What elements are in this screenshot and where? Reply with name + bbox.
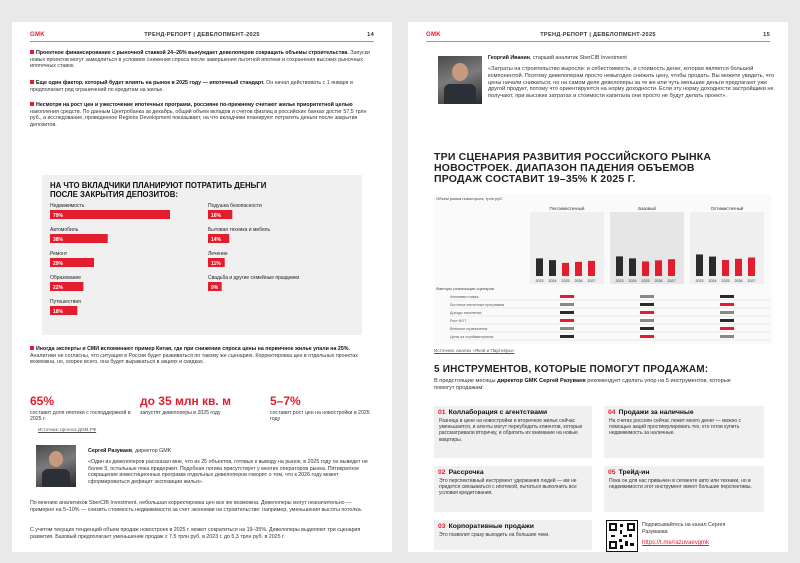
year-label: 2026: [654, 279, 663, 283]
paragraph-3: Несмотря на рост цен и ужесточение ипотечных программ, россияне по-прежнему считают жилье приоритетной целью накопления средств. По данным Центробанка за декабрь, общий объем вкладов и счетов физлиц в российских банках достиг 57,5 трлн руб., а исследование, проведенное Regions Development показывает, на что вкладчики планируют потратить деньги после закрытия депозитов.: [30, 102, 367, 128]
factor-name: Льготные ипотечные программы: [450, 303, 505, 307]
scenario-name: Пессимистичный: [549, 206, 585, 211]
scenario-chart: [434, 194, 772, 344]
tool-card: 05 Трейд-ин Пока он для нас привычен в сегменте авто или техники, но в недвижимости этот инструмент имеет большие перспективы.: [604, 466, 764, 512]
bar-value: 9%: [211, 284, 219, 291]
year-label: 2023: [615, 279, 624, 283]
scenario-bar: [562, 263, 569, 276]
left-page: [12, 22, 392, 552]
stat-card: до 35 млн кв. м запустят девелоперы в 2025 году: [140, 394, 231, 416]
qr-code-icon[interactable]: [606, 520, 638, 552]
year-label: 2027: [667, 279, 676, 283]
factor-mark: [720, 295, 734, 298]
bullet-icon: [30, 50, 34, 54]
scenario-name: Оптимистичный: [710, 206, 744, 211]
factor-label: Факторы реализации сценария: [436, 286, 494, 291]
tool-card: 03 Корпоративные продажи Это позволит сразу выходить на большие чеки.: [434, 520, 592, 550]
tool-card: 04 Продажи за наличные На счетах россиян сейчас лежит много денег — можно с помощью акций простимулировать тех, кто готов купить недвижимость за наличные.: [604, 406, 764, 458]
stat-card: 5–7% составит рост цен на новостройки в 2025 году: [270, 394, 370, 423]
scenario-bar: [696, 254, 703, 276]
avatar: [438, 56, 482, 104]
headline: ТРИ СЦЕНАРИЯ РАЗВИТИЯ РОССИЙСКОГО РЫНКА НОВОСТРОЕК. ДИАПАЗОН ПАДЕНИЯ ОБЪЕМОВ ПРОДАЖ СОСТАВИТ 19–35% К 2025 Г.: [434, 151, 712, 185]
scenario-bar: [616, 256, 623, 276]
right-page: [408, 22, 788, 552]
scenario-bar: [668, 259, 675, 276]
bar-label: Путешествия: [50, 299, 81, 305]
scenario-bar: [722, 260, 729, 276]
scenario-bar: [536, 258, 543, 276]
factor-name: Внешние ограничения: [450, 327, 488, 331]
factor-mark: [720, 311, 734, 314]
scenario-bar: [748, 258, 755, 276]
year-label: 2023: [535, 279, 544, 283]
paragraph-4: Иногда эксперты и СМИ вспоминают пример Китая, где при снижении спроса цены на первичное жилье упали на 25%. Аналитики не согласны, что ситуация в России будет развиваться по такому же сценарию. Корректировка цен в отдельных проектах возможна, но, скорее всего, она будет выражаться в акциях и скидках.: [30, 346, 358, 366]
factor-mark: [560, 335, 574, 338]
divider: [426, 41, 770, 42]
bullet-icon: [30, 102, 34, 106]
page-number: 15: [763, 32, 770, 38]
scenario-name: Базовый: [638, 206, 656, 211]
year-label: 2027: [747, 279, 756, 283]
header-title: ТРЕНД-РЕПОРТ | ДЕВЕЛОПМЕНТ-2025: [144, 32, 260, 38]
logo: GMK: [30, 32, 45, 38]
bar-label: Недвижимость: [50, 203, 85, 209]
factor-mark: [640, 303, 654, 306]
bar-value: 79%: [53, 212, 64, 219]
page-number: 14: [367, 32, 374, 38]
telegram-link[interactable]: https://t.me/razuvaevgmk: [642, 540, 710, 546]
bar-value: 29%: [53, 260, 64, 267]
scenario-ylabel: Объем рынка новостроек, трлн руб.: [436, 196, 503, 201]
factor-mark: [560, 311, 574, 314]
bullet-icon: [30, 80, 34, 84]
year-label: 2024: [708, 279, 717, 283]
factor-mark: [560, 319, 574, 322]
bar-label: Бытовая техника и мебель: [208, 227, 271, 233]
year-label: 2027: [587, 279, 596, 283]
tools-intro: В предстоящие месяцы директор GMK Сергей Разуваев рекомендует сделать упор на 5 инструментов, которые помогут продажам:: [434, 378, 731, 391]
scenario-bar: [642, 261, 649, 276]
logo: GMK: [426, 32, 441, 38]
factor-mark: [720, 335, 734, 338]
factor-mark: [640, 327, 654, 330]
factor-mark: [640, 335, 654, 338]
chart-svg: [42, 175, 362, 335]
bar-label: Автомобиль: [50, 227, 79, 233]
factor-mark: [640, 319, 654, 322]
avatar: [36, 445, 76, 487]
bar-label: Лечение: [208, 251, 228, 257]
year-label: 2025: [721, 279, 730, 283]
tools-title: 5 ИНСТРУМЕНТОВ, КОТОРЫЕ ПОМОГУТ ПРОДАЖАМ:: [434, 364, 709, 375]
bar-label: Подушка безопасности: [208, 203, 262, 209]
bar-value: 22%: [53, 284, 64, 291]
factor-mark: [560, 295, 574, 298]
bar-value: 11%: [211, 260, 221, 267]
tool-card: 02 Рассрочка Это перспективный инструмент удержания людей — им не придется связываться с ипотекой, пытаться выполнить все условия кредитования.: [434, 466, 592, 512]
scenario-bar: [655, 260, 662, 276]
factor-name: Рост ФОТ: [450, 319, 467, 323]
scenario-bar: [629, 258, 636, 276]
year-label: 2024: [548, 279, 557, 283]
source-link[interactable]: Источник: анализ «Яков и Партнёры»: [434, 348, 515, 353]
bar-label: Образование: [50, 275, 81, 281]
scenario-bar: [709, 257, 716, 276]
page-header: [30, 30, 374, 40]
year-label: 2026: [734, 279, 743, 283]
factor-name: Цены на стройматериалы: [450, 335, 494, 339]
quote-text: «Затраты на строительство выросли: и себестоимость, и стоимость денег, которая является большой компонентой. Поэтому девелоперам просто невыгодно снижать цену, чтобы продать. Вы можете увидеть, что цены начали снижаться, но на самом деле девелоперы за те же или чуть меньшие деньги предлагают уже другой продукт, потому что ориентируются на норму доходности. Если эту норму доходности застройщики не получают, при высоких затратах и стоимости капитала они просто не будут делать проект».: [488, 66, 775, 100]
factor-mark: [640, 295, 654, 298]
factor-mark: [640, 311, 654, 314]
quote-author: Георгий Иванин, старший аналитик SberCIB Investment: [488, 55, 627, 61]
source-link[interactable]: Источник: прогноз ДОМ.РФ: [38, 427, 97, 432]
paragraph-5: По мнению аналитиков SberCIB Investment, небольшая корректировка цен все же возможна. Девелоперы могут незначительно — примерно на 5–10% — снизить стоимость недвижимости за счет экономии на строительстве: например, уменьшения высоты потолка.: [30, 500, 363, 513]
bar-value: 38%: [53, 236, 64, 243]
scenario-svg: [434, 194, 772, 344]
year-label: 2026: [574, 279, 583, 283]
year-label: 2025: [561, 279, 570, 283]
bullet-icon: [30, 346, 34, 350]
scenario-bar: [735, 259, 742, 276]
divider: [30, 41, 374, 42]
stat-card: 65% составит доля ипотеки с господдержкой в 2025 г.: [30, 394, 131, 423]
quote-author: Сергей Разуваев, директор GMK: [88, 448, 172, 454]
bar: [50, 210, 170, 219]
scenario-bar: [575, 262, 582, 276]
paragraph-1: Проектное финансирование с рыночной ставкой 24–26% вынуждает девелоперов сокращать объемы строительства. Запуски новых проектов могут замедлиться в условиях снижения спроса после завершения льготной ипотеки и сохранения высоких рыночных ипотечных ставок.: [30, 50, 370, 70]
deposit-chart: [42, 175, 362, 335]
year-label: 2023: [695, 279, 704, 283]
bar-value: 18%: [53, 308, 64, 315]
factor-name: Доходы населения: [450, 311, 482, 315]
chart-title: НА ЧТО ВКЛАДЧИКИ ПЛАНИРУЮТ ПОТРАТИТЬ ДЕНЬГИ ПОСЛЕ ЗАКРЫТИЯ ДЕПОЗИТОВ:: [50, 181, 267, 199]
header-title: ТРЕНД-РЕПОРТ | ДЕВЕЛОПМЕНТ-2025: [540, 32, 656, 38]
bar-value: 14%: [211, 236, 222, 243]
factor-mark: [720, 303, 734, 306]
paragraph-6: С учетом текущих тенденций объем продаж новостроек в 2025 г. может сократиться на 19–35%. Девелоперы выделяют три сценария развития. Базовый предполагает уменьшение продаж с 7,5 трлн руб. в 2023 г. до 5,3 трлн руб. в 2025 г.: [30, 527, 361, 540]
quote-text: «Один из девелоперов рассказал мне, что из 25 объектов, готовых к выводу на рынок, в 2025 году он выведет не более 5, остальные пока придержит. Подобная логика присутствует у многих операторов рынка. Пятикратное сокращение инвестиционных программ отдельных девелоперов говорит о том, что к 2026 году может сформироваться дефицит экспозиции жилья».: [88, 459, 368, 485]
tool-card: 01 Коллаборация с агентствами Разница в цене на новостройки и вторичное жилье сейчас уменьшается, и агенты могут переубедить клиентов, которые рассматривали вторичку, и обратить их внимание на новые квартиры.: [434, 406, 592, 458]
scenario-bar: [588, 261, 595, 276]
subscribe-text: Подписывайтесь на канал Сергея Разуваева: [642, 522, 726, 535]
scenario-bar: [549, 260, 556, 276]
year-label: 2024: [628, 279, 637, 283]
factor-mark: [720, 327, 734, 330]
factor-name: Ключевая ставка: [450, 295, 479, 299]
factor-mark: [560, 327, 574, 330]
factor-mark: [720, 319, 734, 322]
bar-value: 16%: [211, 212, 222, 219]
bar-label: Ремонт: [50, 251, 68, 257]
year-label: 2025: [641, 279, 650, 283]
factor-mark: [560, 303, 574, 306]
paragraph-2: Еще один фактор, который будет влиять на рынок в 2025 году — ипотечный стандарт. Он начал действовать с 1 января и предполагает ряд ограничений по кредитам на жилье.: [30, 80, 353, 93]
bar-label: Свадьба и другие семейные праздники: [208, 275, 300, 281]
page-header: [426, 30, 770, 40]
